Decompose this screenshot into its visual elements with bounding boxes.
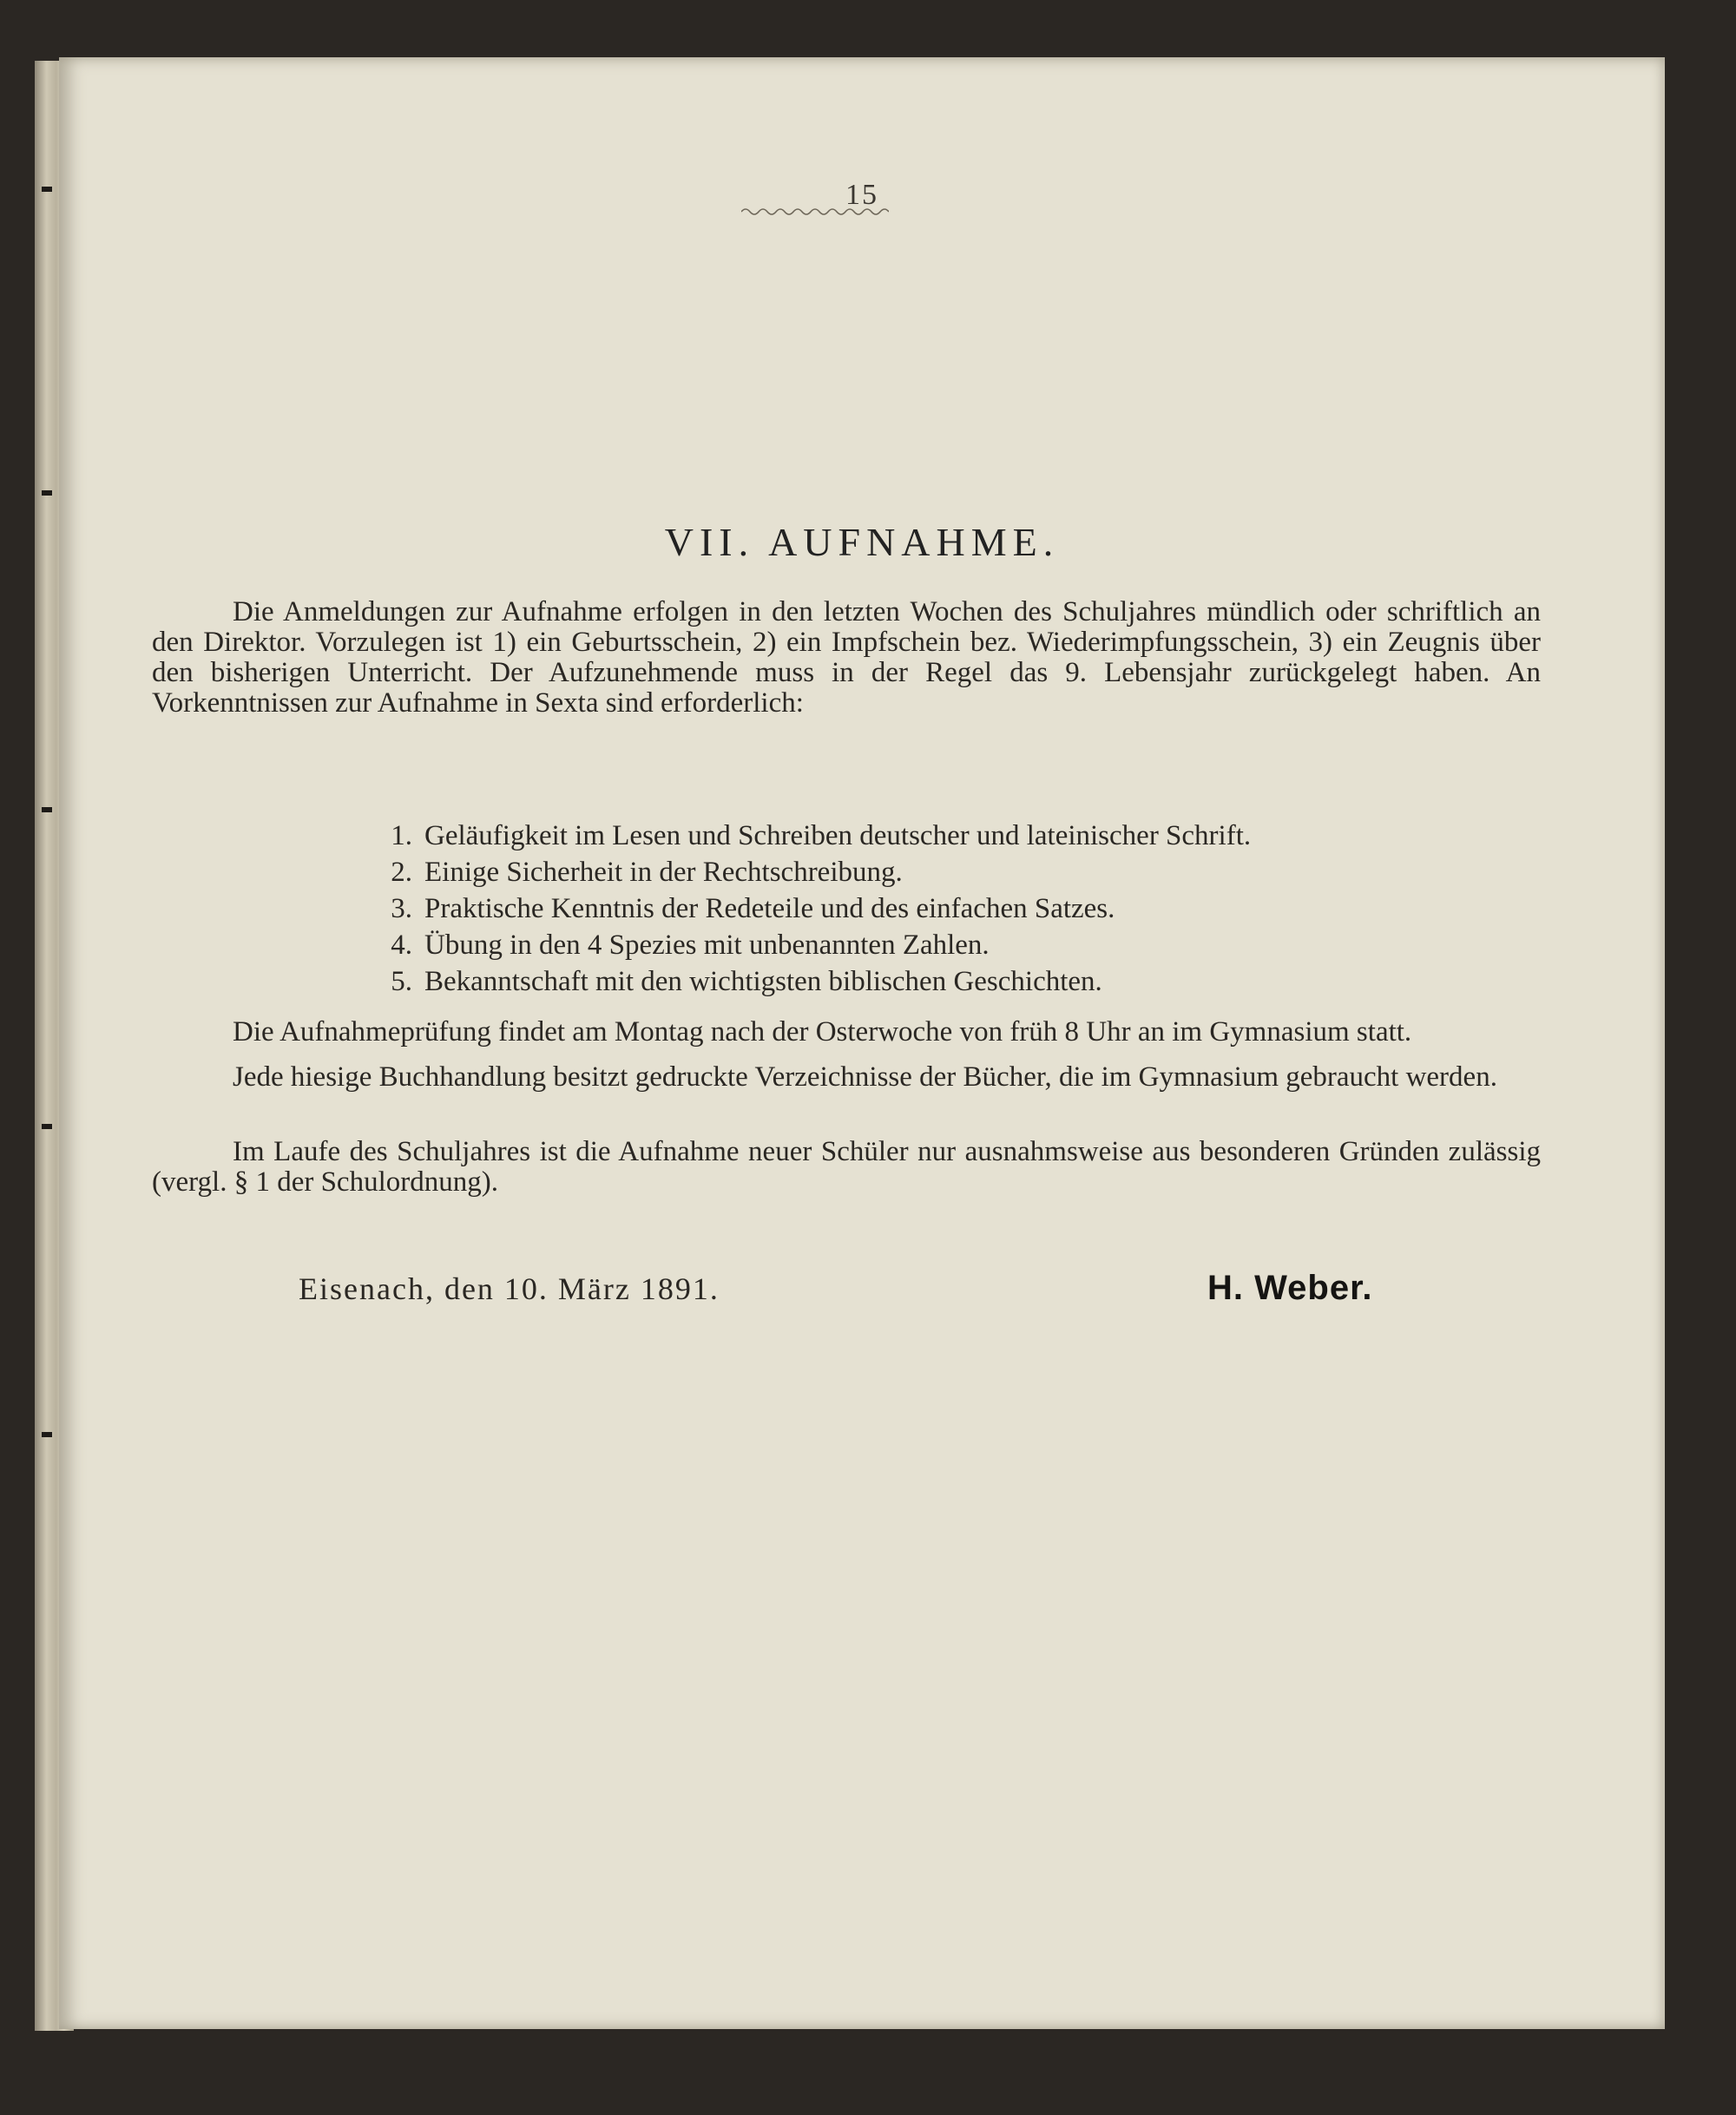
list-item: 3. Praktische Kenntnis der Redeteile und des einfachen Satzes. bbox=[391, 893, 1115, 924]
intro-paragraph: Die Anmeldungen zur Aufnahme erfolgen in den letzten Wochen des Schuljahres mündlich oder schriftlich an den Direktor. Vorzulegen ist 1) ein Geburtsschein, 2) ein Impfschein bez. Wiederimpfungsschein, 3) ein Zeugnis über den bisherigen Unterricht. Der Aufzunehmende muss in der Regel das 9. Lebensjahr zurückgelegt haben. An Vorkenntnissen zur Aufnahme in Sexta sind erforderlich: bbox=[152, 596, 1541, 719]
exam-paragraph: Die Aufnahmeprüfung findet am Montag nach der Osterwoche von früh 8 Uhr an im Gymnasium statt. bbox=[233, 1016, 1412, 1048]
requirements-list bbox=[369, 818, 1584, 1000]
edge-mark bbox=[42, 490, 52, 496]
books-paragraph: Jede hiesige Buchhandlung besitzt gedruckte Verzeichnisse der Bücher, die im Gymnasium gebraucht werden. bbox=[233, 1061, 1497, 1093]
page-number: 15 bbox=[845, 179, 878, 211]
edge-mark bbox=[42, 1432, 52, 1437]
list-item: 2. Einige Sicherheit in der Rechtschreibung. bbox=[391, 857, 903, 888]
wavy-rule-ornament bbox=[741, 207, 889, 217]
section-heading: VII. AUFNAHME. bbox=[664, 520, 1060, 564]
edge-mark bbox=[42, 1124, 52, 1129]
place-and-date: Eisenach, den 10. März 1891. bbox=[299, 1271, 720, 1306]
list-item: 5. Bekanntschaft mit den wichtigsten biblischen Geschichten. bbox=[391, 966, 1102, 997]
signature: H. Weber. bbox=[1207, 1269, 1373, 1307]
list-item: 1. Geläufigkeit im Lesen und Schreiben deutscher und lateinischer Schrift. bbox=[391, 820, 1252, 851]
edge-mark bbox=[42, 187, 52, 192]
document-page bbox=[59, 57, 1665, 2029]
midyear-paragraph: Im Laufe des Schuljahres ist die Aufnahme neuer Schüler nur ausnahmsweise aus besonderen Gründen zulässig (vergl. § 1 der Schulordnung). bbox=[152, 1136, 1541, 1198]
list-item: 4. Übung in den 4 Spezies mit unbenannten Zahlen. bbox=[391, 929, 990, 961]
edge-mark bbox=[42, 807, 52, 812]
